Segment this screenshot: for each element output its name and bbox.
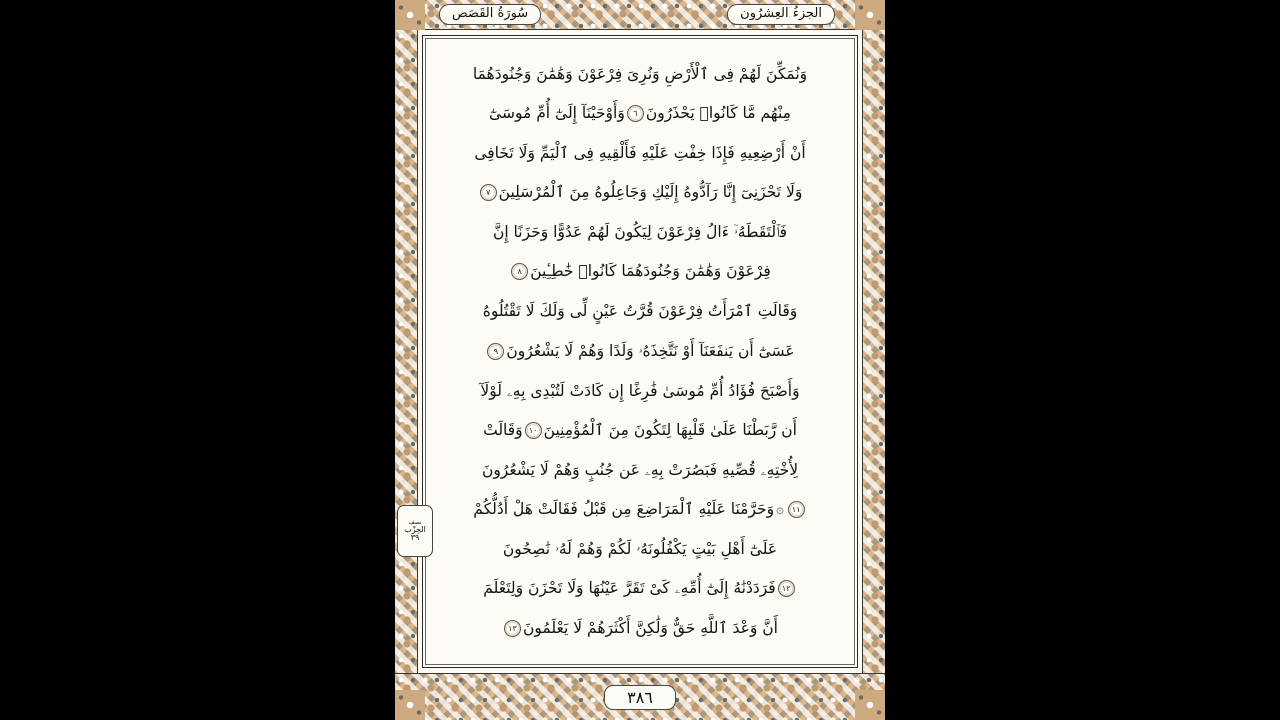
quran-line-text: وَلَا تَحْزَنِىٓ إِنَّا رَآدُّوهُ إِلَيْكِ وَجَاعِلُوهُ مِنَ ٱلْمُرْسَلِينَ <box>498 183 803 202</box>
quran-line <box>432 343 848 360</box>
quran-line <box>432 541 848 557</box>
quran-line <box>432 620 848 637</box>
quran-line <box>432 224 848 240</box>
ayah-marker: ٩ <box>487 343 504 360</box>
quran-line <box>432 383 848 399</box>
quran-line <box>432 263 848 280</box>
page-number: ٣٨٦ <box>604 685 676 710</box>
ayah-marker: ١٠ <box>525 422 542 439</box>
hizb-marker <box>397 505 433 557</box>
quran-line-tail: وَقَالَتْ <box>483 420 523 439</box>
hizb-marker-number: ٣٩ <box>410 533 420 542</box>
quran-line-text: وَأَصْبَحَ فُؤَادُ أُمِّ مُوسَىٰ فَٰرِغًا إِن كَادَتْ لَتُبْدِى بِهِۦ لَوْلَآ <box>480 381 800 400</box>
quran-line <box>432 184 848 201</box>
ayah-marker: ٦ <box>627 105 644 122</box>
hizb-marker-line2: الحِزْب <box>404 525 426 534</box>
corner-ornament-bottom-right <box>855 690 885 720</box>
corner-ornament-top-left <box>395 0 425 30</box>
surah-name-label: سُورَةُ القَصَص <box>439 4 541 24</box>
quran-line <box>432 145 848 161</box>
quran-line-tail: فَرَدَدْنَٰهُ إِلَىٰٓ أُمِّهِۦ كَىْ تَقَرَّ عَيْنُهَا وَلَا تَحْزَنَ وَلِتَعْلَمَ <box>483 578 776 597</box>
quran-line-text: لِأُخْتِهِۦ قُصِّيهِ فَبَصُرَتْ بِهِۦ عَن جُنُبٍ وَهُمْ لَا يَشْعُرُونَ <box>481 460 799 479</box>
quran-line <box>432 501 848 518</box>
quran-line-text: فَٱلْتَقَطَهُۥٓ ءَالُ فِرْعَوْنَ لِيَكُونَ لَهُمْ عَدُوًّا وَحَزَنًا إِنَّ <box>492 223 788 242</box>
border-ornament-right <box>862 30 885 673</box>
rub-el-hizb-icon: ۞ <box>776 501 784 517</box>
corner-ornament-bottom-left <box>395 690 425 720</box>
quran-line <box>432 303 848 319</box>
page-footer-band <box>395 673 885 720</box>
quran-line-text: فِرْعَوْنَ وَهَٰمَٰنَ وَجُنُودَهُمَا كَانُوا۟ خَٰطِـِٔينَ <box>530 262 771 281</box>
quran-line-text: عَسَىٰٓ أَن يَنفَعَنَآ أَوْ نَتَّخِذَهُۥ وَلَدًا وَهُمْ لَا يَشْعُرُونَ <box>506 341 795 360</box>
quran-text-area <box>425 38 855 665</box>
ayah-marker: ١٣ <box>504 620 521 637</box>
ayah-marker: ٨ <box>511 263 528 280</box>
quran-line-text: مِنْهُم مَّا كَانُوا۟ يَحْذَرُونَ <box>645 104 791 123</box>
quran-line <box>432 422 848 439</box>
ayah-marker: ١٢ <box>778 580 795 597</box>
ayah-marker: ١١ <box>788 501 805 518</box>
border-ornament-left <box>395 30 418 673</box>
quran-line-tail: وَأَوْحَيْنَآ إِلَىٰٓ أُمِّ مُوسَىٰٓ <box>489 104 625 123</box>
quran-line-text: أَنَّ وَعْدَ ٱللَّهِ حَقٌّ وَلَٰكِنَّ أَكْثَرَهُمْ لَا يَعْلَمُونَ <box>523 618 778 637</box>
quran-line-text: عَلَىٰٓ أَهْلِ بَيْتٍ يَكْفُلُونَهُۥ لَكُمْ وَهُمْ لَهُۥ نَٰصِحُونَ <box>502 539 778 558</box>
quran-line-text: وَقَالَتِ ٱمْرَأَتُ فِرْعَوْنَ قُرَّتُ عَيْنٍ لِّى وَلَكَ لَا تَقْتُلُوهُ <box>482 302 798 321</box>
corner-ornament-top-right <box>855 0 885 30</box>
mushaf-page <box>395 0 885 720</box>
hizb-marker-line1: نصف <box>408 519 422 526</box>
juz-number-label: الجزءُ العِشرُون <box>727 4 835 24</box>
ayah-marker: ٧ <box>480 184 497 201</box>
quran-line <box>432 580 848 597</box>
quran-text-frame <box>422 35 858 668</box>
quran-line <box>432 462 848 478</box>
page-header-band <box>395 0 885 30</box>
quran-line-text: أَنْ أَرْضِعِيهِ فَإِذَا خِفْتِ عَلَيْهِ فَأَلْقِيهِ فِى ٱلْيَمِّ وَلَا تَخَافِى <box>474 144 806 163</box>
quran-line-text: أَن رَّبَطْنَا عَلَىٰ قَلْبِهَا لِتَكُونَ مِنَ ٱلْمُؤْمِنِينَ <box>543 420 797 439</box>
quran-line-tail: وَحَرَّمْنَا عَلَيْهِ ٱلْمَرَاضِعَ مِن قَبْلُ فَقَالَتْ هَلْ أَدُلُّكُمْ <box>473 499 775 518</box>
page-body <box>395 30 885 673</box>
quran-line-text: وَنُمَكِّنَ لَهُمْ فِى ٱلْأَرْضِ وَنُرِىَ فِرْعَوْنَ وَهَٰمَٰنَ وَجُنُودَهُمَا <box>472 64 808 83</box>
quran-line <box>432 105 848 122</box>
quran-line <box>432 66 848 82</box>
